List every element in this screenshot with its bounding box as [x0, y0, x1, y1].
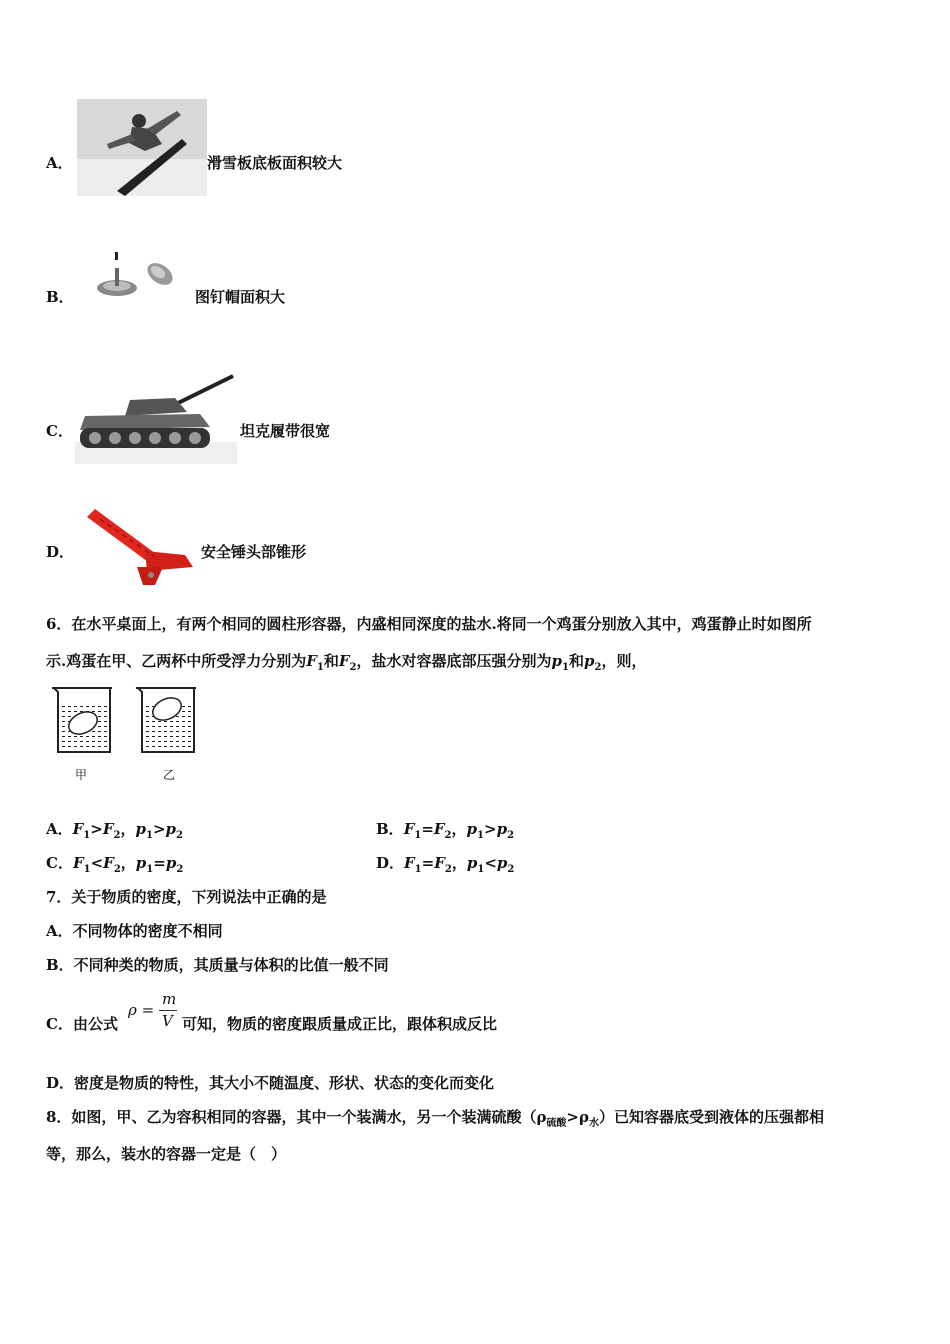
tank-photo — [75, 372, 237, 464]
option-d-text: 安全锤头部锥形 — [201, 543, 307, 561]
q8-stem-line1: 8．如图，甲、乙为容积相同的容器，其中一个装满水，另一个装满硫酸$(\rho_{硫酸}>\rho_水)$已知容器底受到液体的压强都相 — [46, 1108, 824, 1129]
option-b-text: 图钉帽面积大 — [195, 288, 286, 306]
q7-option-b: B．不同种类的物质，其质量与体积的比值一般不同 — [46, 956, 389, 974]
q6-option-d: D．$F_1=F_2$，$p_1<p_2$ — [376, 854, 515, 875]
thumbtack-photo — [95, 250, 180, 302]
q7-option-c-post: 可知，物质的密度跟质量成正比，跟体积成反比 — [182, 1015, 498, 1033]
option-a-text: 滑雪板底板面积较大 — [207, 154, 343, 172]
formula-fraction-bar — [159, 1010, 177, 1011]
beaker-right-label: 乙 — [163, 768, 176, 782]
snowboarder-photo — [77, 99, 207, 196]
q8-stem-line2: 等，那么，装水的容器一定是（ ） — [46, 1145, 287, 1163]
q6-stem-line1: 6．在水平桌面上，有两个相同的圆柱形容器，内盛相同深度的盐水.将同一个鸡蛋分别放入其中，鸡蛋静止时如图所 — [46, 615, 812, 633]
q6-option-c: C．$F_1<F_2$，$p_1=p_2$ — [46, 854, 184, 875]
option-c-letter: C． — [46, 422, 73, 440]
formula-lhs: ρ = — [128, 1001, 155, 1019]
option-b-letter: B． — [46, 288, 74, 306]
q6-option-a: A．$F_1>F_2$，$p_1>p_2$ — [46, 820, 183, 841]
option-c-text: 坦克履带很宽 — [240, 422, 331, 440]
q7-option-a: A．不同物体的密度不相同 — [46, 922, 223, 940]
beaker-left-label: 甲 — [75, 768, 88, 782]
q7-stem: 7．关于物质的密度，下列说法中正确的是 — [46, 888, 327, 906]
formula-numerator: m — [162, 990, 177, 1008]
safety-hammer-photo — [85, 507, 200, 587]
formula-denominator: V — [162, 1012, 173, 1030]
q6-stem-line2: 示.鸡蛋在甲、乙两杯中所受浮力分别为$F_1$和$F_2$，盐水对容器底部压强分别为$p_1$和$p_2$，则， — [46, 652, 647, 673]
option-a-letter: A． — [46, 154, 73, 172]
q7-option-c-pre: C．由公式 — [46, 1015, 118, 1033]
option-d-letter: D． — [46, 543, 75, 561]
beakers-diagram — [50, 684, 210, 756]
q7-option-d: D．密度是物质的特性，其大小不随温度、形状、状态的变化而变化 — [46, 1074, 495, 1092]
q6-option-b: B．$F_1=F_2$，$p_1>p_2$ — [376, 820, 515, 841]
